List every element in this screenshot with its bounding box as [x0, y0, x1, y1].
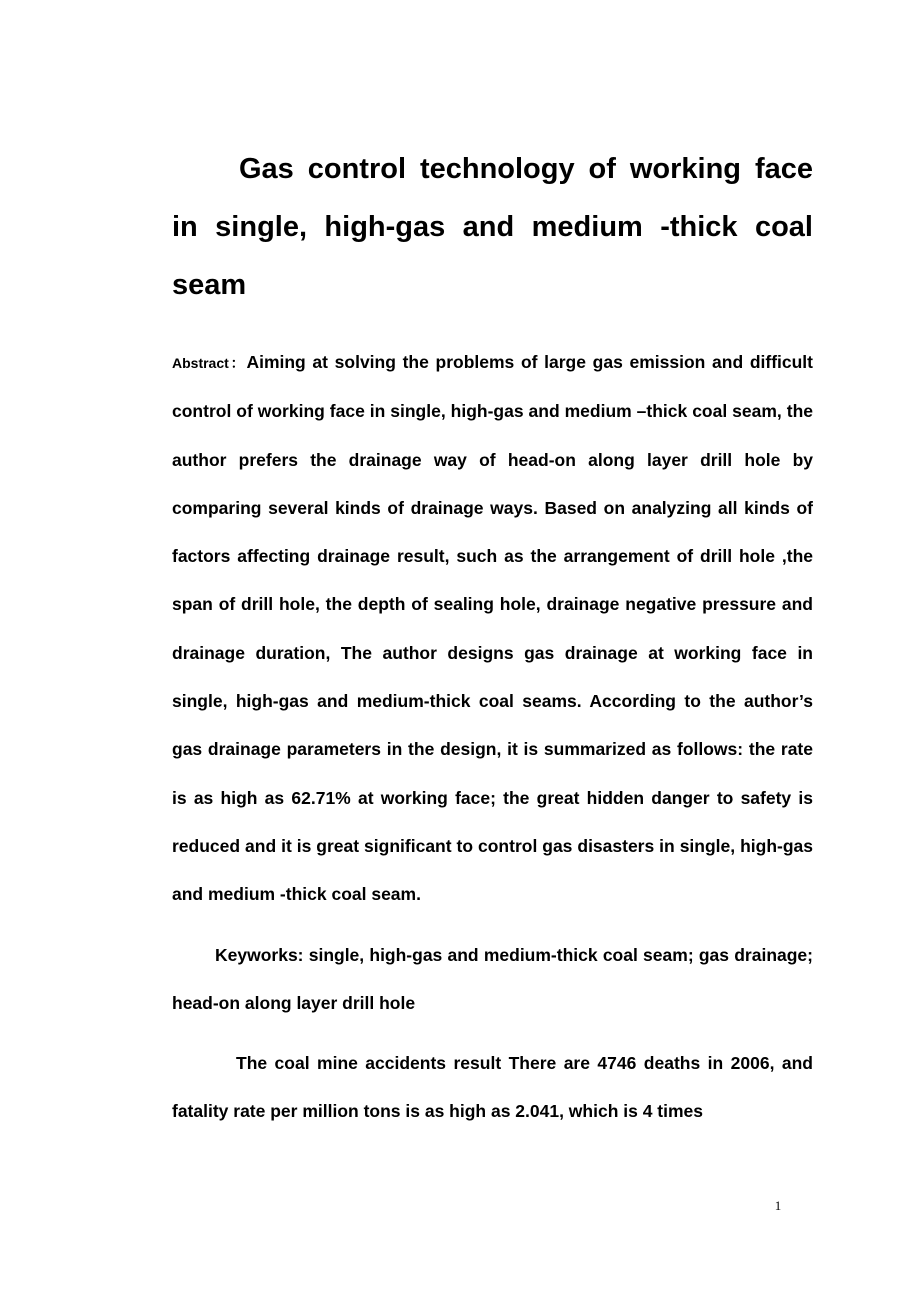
abstract-text: Aiming at solving the problems of large gas emission and difficult control of working face in single, high-gas and medium –thick coal seam, the author prefers the drainage way of head-on along layer drill hole by comparing several kinds of drainage ways. Based on analyzing all kinds of factors affecting drainage result, such as the arrangement of drill hole ,the span of drill hole, the depth of sealing hole, drainage negative pressure and drainage duration, The author designs gas drainage at working face in single, high-gas and medium-thick coal seams. According to the author’s gas drainage parameters in the design, it is summarized as follows: the rate is as high as 62.71% at working face; the great hidden danger to safety is reduced and it is great significant to control gas disasters in single, high-gas and medium -thick coal seam. [172, 352, 814, 905]
page-content [172, 140, 813, 1136]
body-paragraph: The coal mine accidents result There are 4746 deaths in 2006, and fatality rate per million tons is as high as 2.041, which is 4 times [172, 1053, 813, 1122]
document-title: Gas control technology of working face in single, high-gas and medium -thick coal seam [172, 153, 813, 301]
abstract-label: Abstract： [172, 355, 247, 371]
keywords-paragraph: Keyworks: single, high-gas and medium-thick coal seam; gas drainage; head-on along layer drill hole [172, 944, 813, 1013]
page-number: 1 [774, 1198, 782, 1213]
abstract-paragraph [172, 338, 813, 919]
